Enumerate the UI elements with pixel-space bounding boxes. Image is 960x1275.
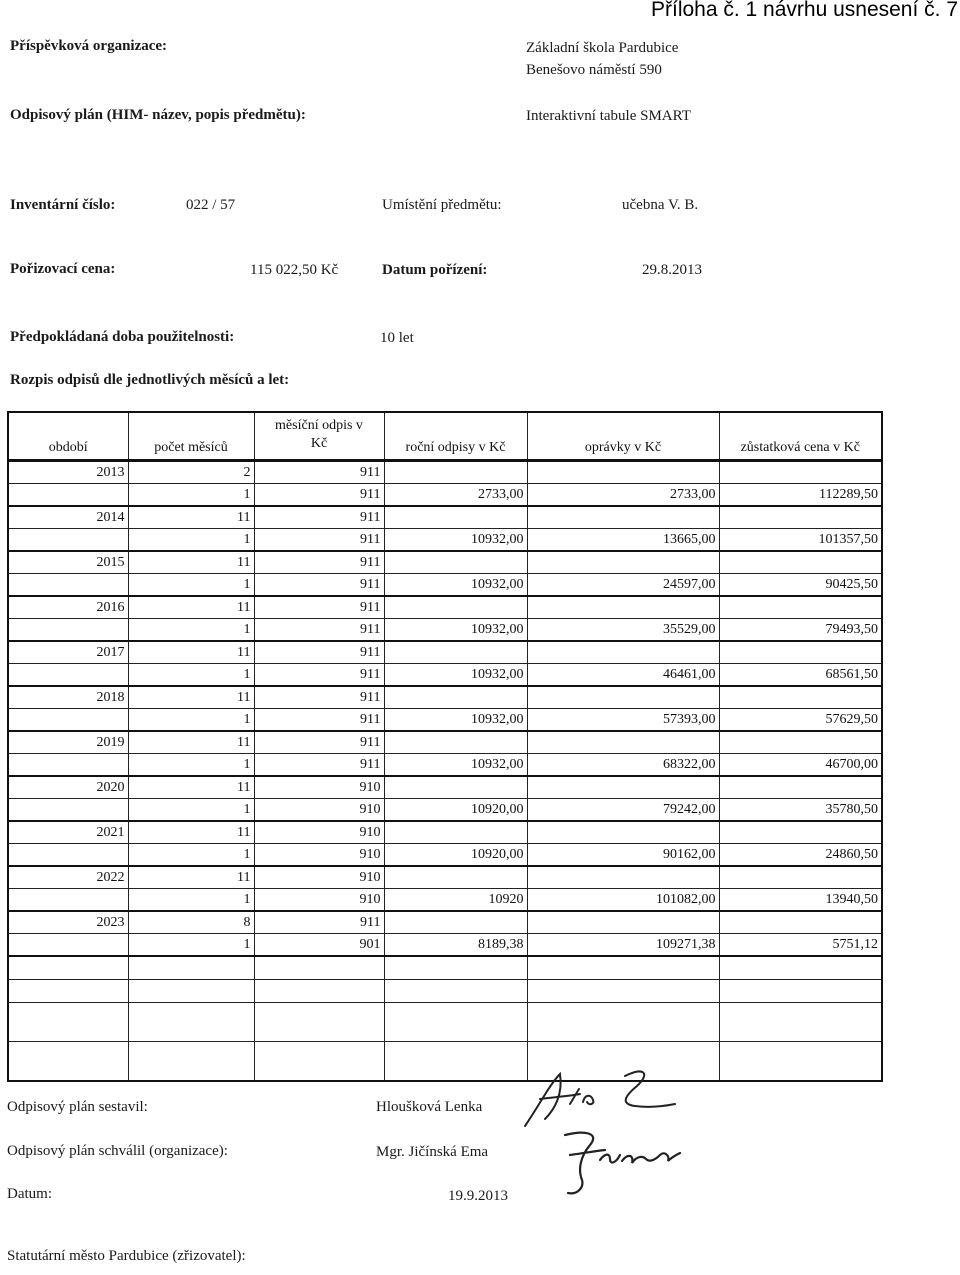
empty-cell xyxy=(128,1003,254,1042)
cell-annual xyxy=(384,911,527,934)
cell-corrections: 90162,00 xyxy=(527,844,719,867)
empty-cell xyxy=(719,1042,882,1082)
cell-monthly: 910 xyxy=(254,799,384,822)
cell-months: 1 xyxy=(128,889,254,912)
empty-cell xyxy=(254,980,384,1003)
cell-months: 11 xyxy=(128,821,254,844)
cell-annual: 10932,00 xyxy=(384,619,527,642)
purchase-date-label: Datum pořízení: xyxy=(382,262,488,278)
cell-corrections xyxy=(527,641,719,664)
org-name-line2: Benešovo náměstí 590 xyxy=(526,62,662,78)
cell-monthly: 911 xyxy=(254,641,384,664)
cell-monthly: 911 xyxy=(254,619,384,642)
plan-value: Interaktivní tabule SMART xyxy=(526,108,691,124)
header-months: počet měsíců xyxy=(128,412,254,461)
cell-months: 11 xyxy=(128,551,254,574)
cell-annual xyxy=(384,821,527,844)
empty-cell xyxy=(384,980,527,1003)
empty-cell xyxy=(8,1003,128,1042)
cell-monthly: 901 xyxy=(254,934,384,957)
table-row xyxy=(8,866,882,889)
empty-row xyxy=(8,980,882,1003)
cell-months: 1 xyxy=(128,574,254,597)
empty-cell xyxy=(527,980,719,1003)
cell-residual xyxy=(719,551,882,574)
cell-residual: 112289,50 xyxy=(719,484,882,507)
table-row xyxy=(8,506,882,529)
cell-period: 2023 xyxy=(8,911,128,934)
cell-monthly: 910 xyxy=(254,889,384,912)
cell-residual xyxy=(719,596,882,619)
cell-corrections xyxy=(527,551,719,574)
compiled-value: Hloušková Lenka xyxy=(376,1099,483,1115)
cell-months: 11 xyxy=(128,686,254,709)
cell-period xyxy=(8,754,128,777)
document-header-title: Příloha č. 1 návrhu usnesení č. 7 xyxy=(650,0,958,21)
cell-monthly: 910 xyxy=(254,821,384,844)
cell-months: 1 xyxy=(128,934,254,957)
cell-months: 1 xyxy=(128,664,254,687)
cell-annual xyxy=(384,866,527,889)
cell-annual xyxy=(384,551,527,574)
empty-cell xyxy=(527,1003,719,1042)
cell-corrections: 57393,00 xyxy=(527,709,719,732)
cell-period xyxy=(8,529,128,552)
founder-label: Statutární město Pardubice (zřizovatel): xyxy=(7,1248,246,1264)
cell-residual xyxy=(719,506,882,529)
cell-monthly: 911 xyxy=(254,664,384,687)
signature-compiled-icon xyxy=(515,1064,695,1134)
table-row xyxy=(8,799,882,822)
empty-cell xyxy=(254,1003,384,1042)
table-row xyxy=(8,461,882,484)
cell-monthly: 911 xyxy=(254,596,384,619)
cell-residual: 68561,50 xyxy=(719,664,882,687)
cell-months: 2 xyxy=(128,461,254,484)
cell-period xyxy=(8,889,128,912)
empty-row xyxy=(8,1003,882,1042)
header-monthly-line1: měsíční odpis v xyxy=(275,418,363,433)
cell-period: 2020 xyxy=(8,776,128,799)
cell-months: 1 xyxy=(128,529,254,552)
cell-period: 2022 xyxy=(8,866,128,889)
cell-period: 2016 xyxy=(8,596,128,619)
cell-months: 1 xyxy=(128,754,254,777)
approved-value: Mgr. Jičínská Ema xyxy=(376,1144,489,1160)
cell-period xyxy=(8,484,128,507)
cell-period: 2014 xyxy=(8,506,128,529)
table-row xyxy=(8,619,882,642)
table-row xyxy=(8,731,882,754)
cell-residual: 101357,50 xyxy=(719,529,882,552)
cell-annual: 10932,00 xyxy=(384,664,527,687)
table-row xyxy=(8,574,882,597)
empty-cell xyxy=(527,956,719,980)
cell-monthly: 911 xyxy=(254,551,384,574)
empty-cell xyxy=(128,980,254,1003)
table-row xyxy=(8,844,882,867)
table-row xyxy=(8,596,882,619)
cell-corrections: 109271,38 xyxy=(527,934,719,957)
empty-cell xyxy=(8,1042,128,1082)
cell-corrections xyxy=(527,911,719,934)
cell-annual xyxy=(384,596,527,619)
empty-cell xyxy=(8,956,128,980)
cell-monthly: 911 xyxy=(254,461,384,484)
cell-residual: 5751,12 xyxy=(719,934,882,957)
cell-residual: 13940,50 xyxy=(719,889,882,912)
header-monthly xyxy=(254,412,384,461)
cell-months: 1 xyxy=(128,709,254,732)
cell-annual xyxy=(384,641,527,664)
price-label: Pořizovací cena: xyxy=(10,261,116,277)
cell-months: 8 xyxy=(128,911,254,934)
cell-corrections: 79242,00 xyxy=(527,799,719,822)
cell-annual: 10920,00 xyxy=(384,844,527,867)
cell-months: 11 xyxy=(128,596,254,619)
location-value: učebna V. B. xyxy=(622,197,699,213)
cell-corrections xyxy=(527,461,719,484)
cell-residual xyxy=(719,731,882,754)
empty-cell xyxy=(254,956,384,980)
cell-months: 1 xyxy=(128,844,254,867)
header-annual: roční odpisy v Kč xyxy=(384,412,527,461)
table-row xyxy=(8,709,882,732)
table-row xyxy=(8,686,882,709)
cell-monthly: 911 xyxy=(254,731,384,754)
empty-cell xyxy=(719,980,882,1003)
cell-residual xyxy=(719,776,882,799)
cell-corrections: 101082,00 xyxy=(527,889,719,912)
cell-corrections xyxy=(527,866,719,889)
cell-period xyxy=(8,664,128,687)
cell-period: 2021 xyxy=(8,821,128,844)
cell-residual xyxy=(719,641,882,664)
cell-months: 11 xyxy=(128,731,254,754)
cell-corrections: 2733,00 xyxy=(527,484,719,507)
cell-period: 2015 xyxy=(8,551,128,574)
cell-residual: 35780,50 xyxy=(719,799,882,822)
table-row xyxy=(8,776,882,799)
inventory-value: 022 / 57 xyxy=(186,197,236,213)
cell-period xyxy=(8,574,128,597)
cell-months: 11 xyxy=(128,506,254,529)
cell-residual xyxy=(719,686,882,709)
approved-label: Odpisový plán schválil (organizace): xyxy=(7,1143,228,1159)
cell-monthly: 910 xyxy=(254,866,384,889)
empty-row xyxy=(8,1042,882,1082)
cell-annual: 2733,00 xyxy=(384,484,527,507)
org-label: Příspěvková organizace: xyxy=(10,38,168,54)
cell-monthly: 910 xyxy=(254,844,384,867)
cell-monthly: 911 xyxy=(254,484,384,507)
cell-annual xyxy=(384,461,527,484)
cell-monthly: 911 xyxy=(254,754,384,777)
cell-monthly: 911 xyxy=(254,506,384,529)
depreciation-table xyxy=(7,411,883,1082)
cell-months: 1 xyxy=(128,619,254,642)
cell-residual xyxy=(719,866,882,889)
org-name-line1: Základní škola Pardubice xyxy=(526,40,679,56)
header-residual: zůstatková cena v Kč xyxy=(719,412,882,461)
empty-cell xyxy=(719,1003,882,1042)
purchase-date-value: 29.8.2013 xyxy=(642,262,702,278)
table-row xyxy=(8,911,882,934)
date-value: 19.9.2013 xyxy=(448,1188,508,1204)
cell-annual: 10932,00 xyxy=(384,574,527,597)
cell-monthly: 911 xyxy=(254,686,384,709)
cell-annual: 10920 xyxy=(384,889,527,912)
table-row xyxy=(8,934,882,957)
header-monthly-line2: Kč xyxy=(310,436,328,451)
cell-annual: 10932,00 xyxy=(384,529,527,552)
compiled-label: Odpisový plán sestavil: xyxy=(7,1099,148,1115)
cell-corrections xyxy=(527,596,719,619)
header-period: období xyxy=(8,412,128,461)
cell-residual xyxy=(719,911,882,934)
cell-period xyxy=(8,844,128,867)
cell-period xyxy=(8,934,128,957)
cell-residual: 57629,50 xyxy=(719,709,882,732)
empty-cell xyxy=(384,956,527,980)
cell-corrections xyxy=(527,776,719,799)
table-header-row xyxy=(8,412,882,461)
cell-period: 2013 xyxy=(8,461,128,484)
cell-monthly: 911 xyxy=(254,911,384,934)
cell-corrections xyxy=(527,506,719,529)
cell-annual xyxy=(384,686,527,709)
cell-annual xyxy=(384,731,527,754)
cell-period xyxy=(8,619,128,642)
cell-period xyxy=(8,709,128,732)
cell-annual: 10932,00 xyxy=(384,754,527,777)
cell-monthly: 911 xyxy=(254,709,384,732)
cell-period: 2017 xyxy=(8,641,128,664)
empty-cell xyxy=(128,956,254,980)
inventory-label: Inventární číslo: xyxy=(10,197,116,213)
empty-cell xyxy=(8,980,128,1003)
cell-period: 2018 xyxy=(8,686,128,709)
cell-corrections xyxy=(527,686,719,709)
cell-period xyxy=(8,799,128,822)
table-row xyxy=(8,529,882,552)
empty-cell xyxy=(719,956,882,980)
cell-months: 11 xyxy=(128,866,254,889)
date-label: Datum: xyxy=(7,1186,52,1202)
cell-corrections: 24597,00 xyxy=(527,574,719,597)
cell-residual: 24860,50 xyxy=(719,844,882,867)
empty-cell xyxy=(128,1042,254,1082)
cell-corrections: 46461,00 xyxy=(527,664,719,687)
lifetime-label: Předpokládaná doba použitelnosti: xyxy=(10,329,235,345)
table-row xyxy=(8,551,882,574)
cell-monthly: 911 xyxy=(254,574,384,597)
table-row xyxy=(8,664,882,687)
cell-annual xyxy=(384,506,527,529)
table-row xyxy=(8,754,882,777)
cell-monthly: 910 xyxy=(254,776,384,799)
cell-corrections: 35529,00 xyxy=(527,619,719,642)
cell-corrections xyxy=(527,821,719,844)
plan-label: Odpisový plán (HIM- název, popis předmětu): xyxy=(10,107,306,123)
lifetime-value: 10 let xyxy=(380,330,414,346)
cell-corrections: 68322,00 xyxy=(527,754,719,777)
table-row xyxy=(8,821,882,844)
location-label: Umístění předmětu: xyxy=(382,197,502,213)
price-value: 115 022,50 Kč xyxy=(250,262,339,278)
empty-cell xyxy=(384,1003,527,1042)
table-row xyxy=(8,484,882,507)
empty-cell xyxy=(384,1042,527,1082)
cell-corrections xyxy=(527,731,719,754)
cell-residual: 46700,00 xyxy=(719,754,882,777)
header-corrections: oprávky v Kč xyxy=(527,412,719,461)
cell-residual: 90425,50 xyxy=(719,574,882,597)
empty-row xyxy=(8,956,882,980)
cell-months: 1 xyxy=(128,799,254,822)
cell-months: 1 xyxy=(128,484,254,507)
cell-annual: 10932,00 xyxy=(384,709,527,732)
empty-cell xyxy=(254,1042,384,1082)
table-row xyxy=(8,889,882,912)
cell-residual xyxy=(719,821,882,844)
cell-corrections: 13665,00 xyxy=(527,529,719,552)
cell-annual: 10920,00 xyxy=(384,799,527,822)
table-row xyxy=(8,641,882,664)
cell-months: 11 xyxy=(128,776,254,799)
cell-annual xyxy=(384,776,527,799)
cell-residual xyxy=(719,461,882,484)
cell-monthly: 911 xyxy=(254,529,384,552)
cell-residual: 79493,50 xyxy=(719,619,882,642)
cell-period: 2019 xyxy=(8,731,128,754)
breakdown-label: Rozpis odpisů dle jednotlivých měsíců a let: xyxy=(10,372,290,388)
cell-annual: 8189,38 xyxy=(384,934,527,957)
cell-months: 11 xyxy=(128,641,254,664)
signature-approved-icon xyxy=(550,1125,690,1200)
